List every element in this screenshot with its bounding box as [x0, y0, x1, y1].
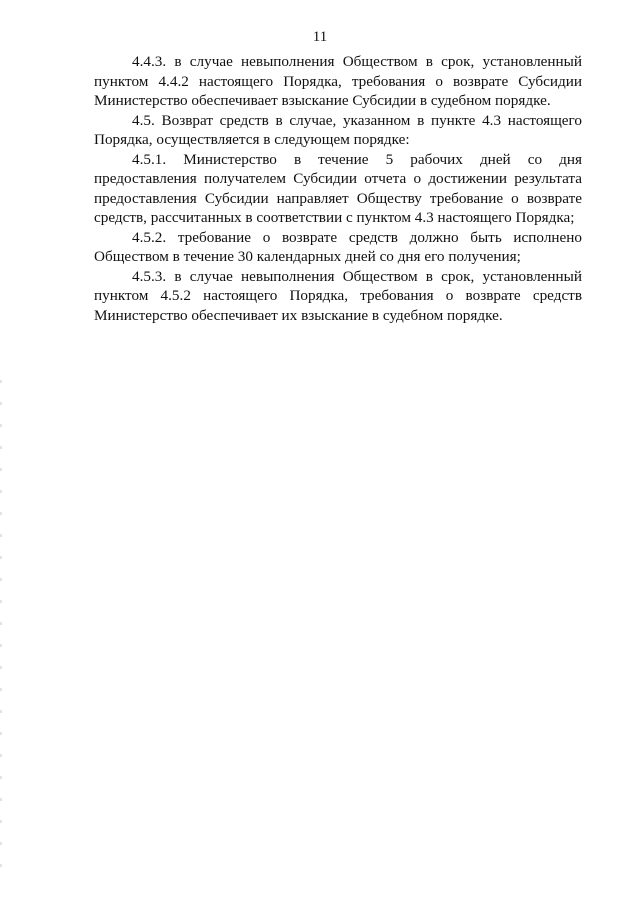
paragraph-4-5: 4.5. Возврат средств в случае, указанном в пункте 4.3 настоящего Порядка, осуществляется в следующем порядке:: [94, 111, 582, 148]
paragraph-4-4-3: 4.4.3. в случае невыполнения Обществом в срок, установленный пунктом 4.4.2 настоящего Порядка, требования о возврате Субсидии Министерство обеспечивает взыскание Субсидии в судебном порядке.: [94, 53, 582, 109]
paragraph-4-5-1: 4.5.1. Министерство в течение 5 рабочих дней со дня предоставления получателем Субсидии отчета о достижении результата предоставления Субсидии направляет Обществу требование о возврате средств, рассчитанных в соответствии с пунктом 4.3 настоящего Порядка;: [94, 150, 582, 226]
paragraph-4-5-2: 4.5.2. требование о возврате средств должно быть исполнено Обществом в течение 30 календарных дней со дня его получения;: [94, 228, 582, 265]
page-number: 11: [312, 29, 328, 45]
scan-edge-artifact: [0, 380, 2, 880]
document-body: [94, 52, 582, 325]
paragraph-4-5-3: 4.5.3. в случае невыполнения Обществом в срок, установленный пунктом 4.5.2 настоящего Порядка, требования о возврате средств Министерство обеспечивает их взыскание в судебном порядке.: [94, 267, 582, 324]
